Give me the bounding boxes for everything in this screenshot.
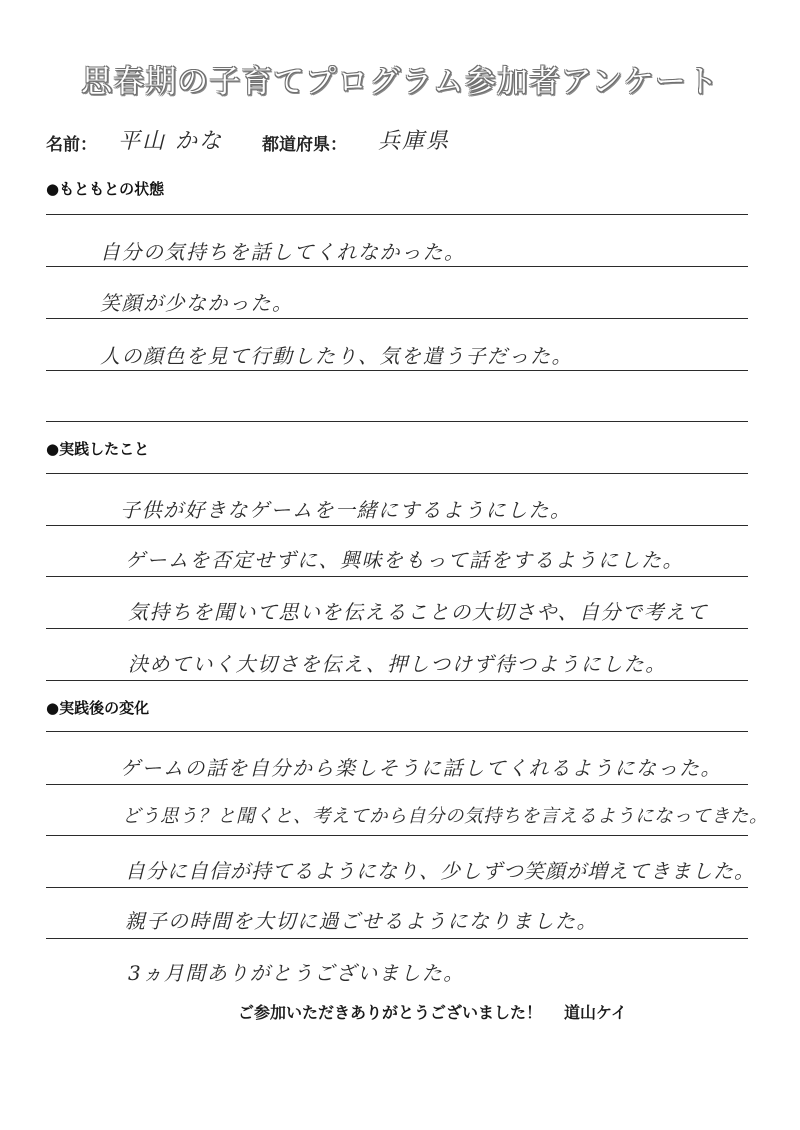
answer-line: 決めていく大切さを伝え、押しつけず待つようにした。 (128, 652, 667, 676)
name-value: 平山 かな (118, 129, 223, 154)
section-heading-original-state: ●もともとの状態 (46, 180, 165, 198)
answer-line: 親子の時間を大切に過ごせるようになりました。 (125, 909, 598, 933)
author-name: 道山ケイ (564, 1003, 627, 1022)
ruled-line (46, 266, 748, 267)
answer-line: ゲームの話を自分から楽しそうに話してくれるようになった。 (120, 756, 722, 780)
ruled-line (46, 680, 748, 681)
prefecture-value: 兵庫県 (378, 129, 451, 154)
ruled-line (46, 473, 748, 474)
ruled-line (46, 784, 748, 785)
section-heading-changes: ●実践後の変化 (46, 699, 150, 717)
ruled-line (46, 731, 748, 732)
answer-line: どう思う？と聞くと、考えてから自分の気持ちを言えるようになってきた。 (122, 806, 769, 827)
ruled-line (46, 318, 748, 319)
ruled-line (46, 370, 748, 371)
answer-line: 自分の気持ちを話してくれなかった。 (100, 240, 466, 264)
prefecture-label: 都道府県： (262, 135, 347, 155)
ruled-line (46, 835, 748, 836)
ruled-line (46, 887, 748, 888)
survey-title: 思春期の子育てプログラム参加者アンケート (81, 64, 719, 100)
answer-line: 3ヵ月間ありがとうございました。 (128, 961, 465, 985)
answer-line: 笑顔が少なかった。 (100, 291, 294, 315)
ruled-line (46, 525, 748, 526)
answer-line: 人の顔色を見て行動したり、気を遣う子だった。 (100, 344, 573, 368)
ruled-line (46, 576, 748, 577)
name-label: 名前： (46, 135, 97, 155)
section-heading-practice: ●実践したこと (46, 440, 150, 458)
ruled-line (46, 628, 748, 629)
answer-line: ゲームを否定せずに、興味をもって話をするようにした。 (125, 548, 684, 572)
answer-line: 子供が好きなゲームを一緒にするようにした。 (120, 498, 572, 522)
ruled-line (46, 938, 748, 939)
ruled-line (46, 421, 748, 422)
thanks-text: ご参加いただきありがとうございました！ (238, 1003, 543, 1022)
answer-line: 気持ちを聞いて思いを伝えることの大切さや、自分で考えて (128, 600, 709, 624)
answer-line: 自分に自信が持てるようになり、少しずつ笑顔が増えてきました。 (125, 859, 755, 883)
closing-message (238, 1000, 627, 1023)
ruled-line (46, 214, 748, 215)
